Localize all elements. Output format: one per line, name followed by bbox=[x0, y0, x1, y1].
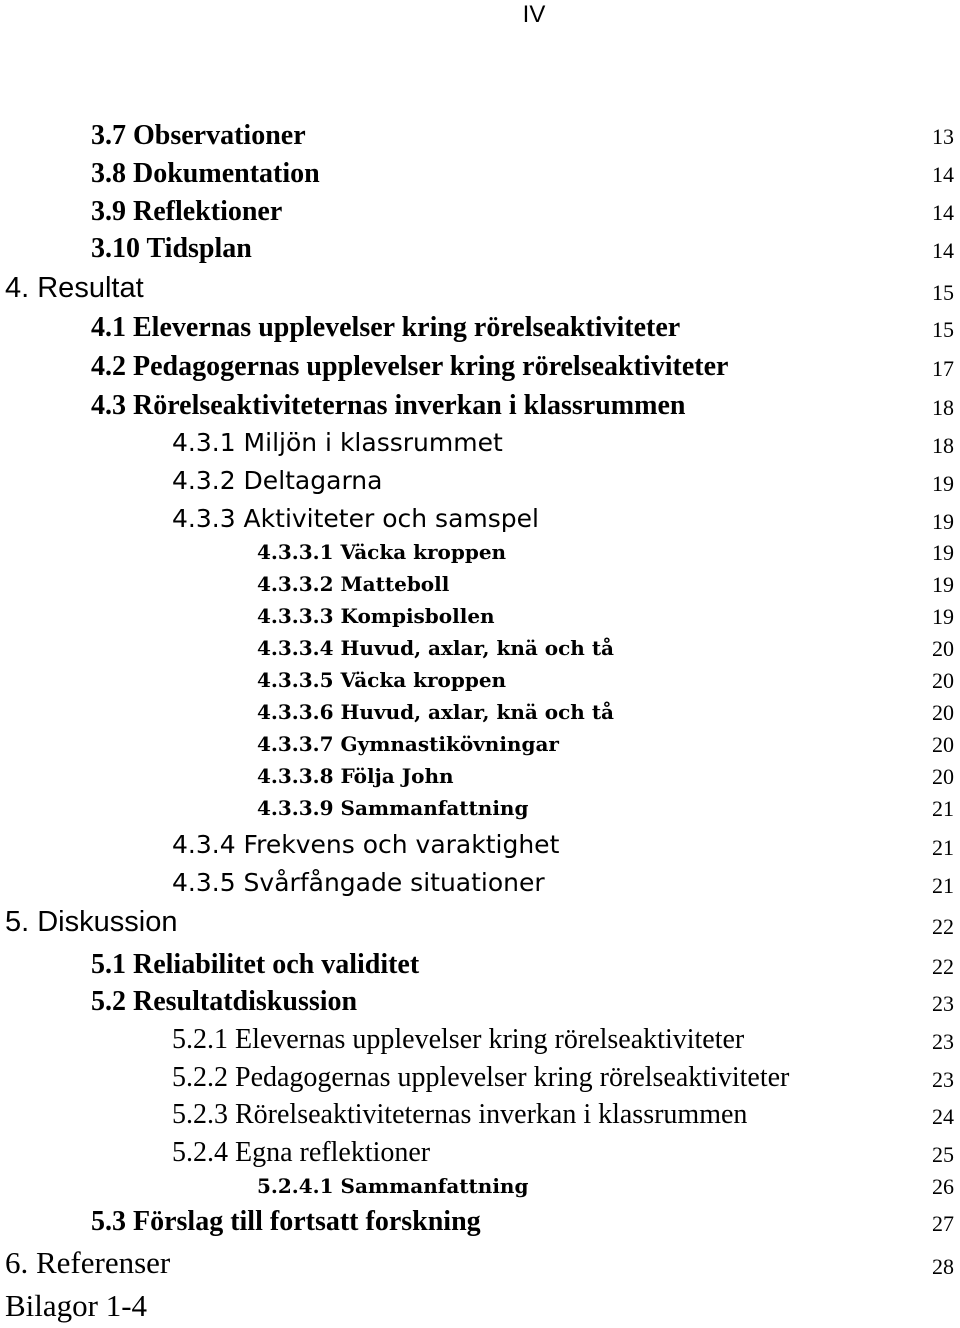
toc-entry-page: 20 bbox=[932, 700, 954, 725]
page-number: IV bbox=[522, 1, 546, 28]
toc-entry-page: 28 bbox=[932, 1254, 954, 1279]
toc-entry-page: 20 bbox=[932, 732, 954, 757]
toc-entry[interactable] bbox=[0, 272, 960, 312]
toc-entry-title: 4.3.3.1 Väcka kroppen bbox=[257, 540, 507, 564]
toc-entry-title: 4.3 Rörelseaktiviteternas inverkan i klassrummen bbox=[91, 390, 686, 421]
toc-entry[interactable] bbox=[0, 1024, 960, 1064]
toc-entry[interactable] bbox=[0, 158, 960, 198]
toc-entry-title: 5.2.2 Pedagogernas upplevelser kring rörelseaktiviteter bbox=[172, 1062, 790, 1093]
toc-entry[interactable] bbox=[0, 830, 960, 870]
toc-entry-page: 24 bbox=[932, 1104, 954, 1129]
toc-entry-page: 26 bbox=[932, 1174, 954, 1199]
toc-entry[interactable] bbox=[0, 986, 960, 1026]
toc-entry-page: 19 bbox=[932, 509, 954, 534]
toc-entry-page: 23 bbox=[932, 1067, 954, 1092]
toc-entry-page: 18 bbox=[932, 395, 954, 420]
toc-entry[interactable] bbox=[0, 868, 960, 908]
toc-entry-title: Bilagor 1-4 bbox=[5, 1288, 148, 1323]
toc-entry-page: 21 bbox=[932, 835, 954, 860]
toc-entry-title: 6. Referenser bbox=[5, 1245, 171, 1280]
toc-entry-title: 4.3.3 Aktiviteter och samspel bbox=[172, 504, 539, 533]
toc-entry-title: 4.3.3.6 Huvud, axlar, knä och tå bbox=[257, 700, 615, 724]
toc-entry[interactable] bbox=[0, 504, 960, 544]
toc-entry[interactable] bbox=[0, 196, 960, 236]
toc-entry-page: 18 bbox=[932, 433, 954, 458]
toc-entry-page: 20 bbox=[932, 636, 954, 661]
toc-entry-title: 3.10 Tidsplan bbox=[91, 233, 252, 264]
toc-entry-page: 21 bbox=[932, 796, 954, 821]
toc-entry-page: 20 bbox=[932, 764, 954, 789]
toc-entry-title: 5.3 Förslag till fortsatt forskning bbox=[91, 1206, 481, 1237]
toc-entry-title: 4.1 Elevernas upplevelser kring rörelseaktiviteter bbox=[91, 312, 681, 343]
toc-entry-title: 4.3.3.3 Kompisbollen bbox=[257, 604, 495, 628]
toc-entry-title: 5.2.4.1 Sammanfattning bbox=[257, 1174, 529, 1198]
toc-entry-title: 4.3.3.5 Väcka kroppen bbox=[257, 668, 507, 692]
toc-entry-page: 19 bbox=[932, 471, 954, 496]
toc-entry-title: 4.3.3.7 Gymnastikövningar bbox=[257, 732, 559, 756]
toc-entry-page: 23 bbox=[932, 1029, 954, 1054]
toc-entry-title: 4.3.3.8 Följa John bbox=[257, 764, 454, 788]
toc-entry-page: 13 bbox=[932, 124, 954, 149]
toc-entry-title: 5.2.3 Rörelseaktiviteternas inverkan i klassrummen bbox=[172, 1099, 748, 1130]
toc-entry[interactable] bbox=[0, 949, 960, 989]
toc-entry-title: 3.7 Observationer bbox=[91, 120, 306, 151]
toc-entry[interactable] bbox=[0, 233, 960, 273]
toc-entry-title: 4.3.2 Deltagarna bbox=[172, 466, 383, 495]
toc-entry-title: 4.3.3.4 Huvud, axlar, knä och tå bbox=[257, 636, 615, 660]
toc-entry-page: 20 bbox=[932, 668, 954, 693]
toc-entry-page: 19 bbox=[932, 540, 954, 565]
toc-entry-page: 14 bbox=[932, 162, 954, 187]
toc-entry[interactable] bbox=[0, 1099, 960, 1139]
toc-entry-page: 14 bbox=[932, 200, 954, 225]
toc-entry-title: 4.3.5 Svårfångade situationer bbox=[172, 868, 545, 897]
toc-entry-page: 19 bbox=[932, 604, 954, 629]
toc-entry-page: 15 bbox=[932, 317, 954, 342]
toc-entry-title: 3.8 Dokumentation bbox=[91, 158, 320, 189]
toc-entry[interactable] bbox=[0, 1245, 960, 1285]
toc-entry-title: 4.2 Pedagogernas upplevelser kring rörelseaktiviteter bbox=[91, 351, 729, 382]
toc-entry[interactable] bbox=[0, 1288, 960, 1328]
toc-entry[interactable] bbox=[0, 1206, 960, 1246]
toc-entry-title: 4.3.3.2 Matteboll bbox=[257, 572, 450, 596]
toc-entry-page: 19 bbox=[932, 572, 954, 597]
toc-entry-page: 25 bbox=[932, 1142, 954, 1167]
toc-entry-title: 3.9 Reflektioner bbox=[91, 196, 283, 227]
toc-entry-page: 23 bbox=[932, 991, 954, 1016]
toc-entry-page: 21 bbox=[932, 873, 954, 898]
toc-entry-page: 22 bbox=[932, 954, 954, 979]
toc-entry-page: 22 bbox=[932, 914, 954, 939]
toc-entry-title: 5. Diskussion bbox=[5, 906, 178, 938]
toc-entry-title: 5.2.1 Elevernas upplevelser kring rörelseaktiviteter bbox=[172, 1024, 745, 1055]
toc-entry-title: 4. Resultat bbox=[5, 272, 144, 304]
toc-entry-title: 4.3.3.9 Sammanfattning bbox=[257, 796, 529, 820]
toc-entry-page: 27 bbox=[932, 1211, 954, 1236]
toc-entry[interactable] bbox=[0, 120, 960, 160]
toc-entry-title: 5.1 Reliabilitet och validitet bbox=[91, 949, 420, 980]
toc-entry[interactable] bbox=[0, 466, 960, 506]
toc-entry[interactable] bbox=[0, 1062, 960, 1102]
toc-entry[interactable] bbox=[0, 390, 960, 430]
toc-entry-page: 17 bbox=[932, 356, 954, 381]
toc-entry-title: 5.2.4 Egna reflektioner bbox=[172, 1137, 431, 1168]
toc-entry-page: 15 bbox=[932, 280, 954, 305]
toc-entry[interactable] bbox=[0, 312, 960, 352]
toc-entry-title: 4.3.4 Frekvens och varaktighet bbox=[172, 830, 560, 859]
toc-entry-title: 5.2 Resultatdiskussion bbox=[91, 986, 358, 1017]
toc-entry[interactable] bbox=[0, 351, 960, 391]
toc-entry-page: 14 bbox=[932, 238, 954, 263]
toc-entry[interactable] bbox=[0, 1137, 960, 1177]
toc-entry[interactable] bbox=[0, 906, 960, 946]
toc-entry-title: 4.3.1 Miljön i klassrummet bbox=[172, 428, 503, 457]
toc-entry[interactable] bbox=[0, 428, 960, 468]
